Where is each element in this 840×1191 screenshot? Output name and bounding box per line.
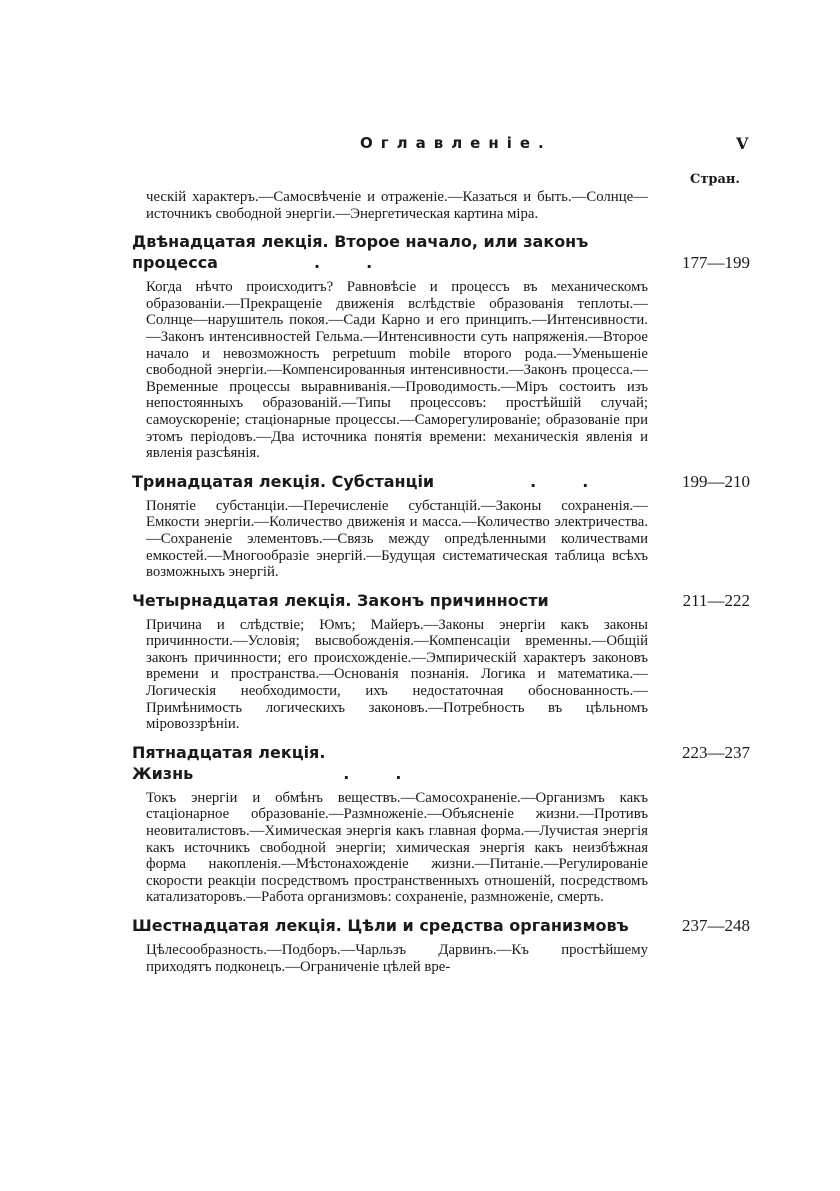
lecture-summary: Токъ энергіи и обмѣнъ веществъ.—Самосохраненіе.—Организмъ какъ стаціонарное образованіе.—Размноженіе.—Объясненіе жизни.—Противъ неовиталистовъ.—Химическая энергія какъ главная форма.—Лучистая энергія какъ источникъ свободной энергіи; химическая энергія какъ неизбѣжная форма накопленія.—Мѣстонахожденіе жизни.—Питаніе.—Регулированіе скорости реакціи посредствомъ пространственныхъ отношеній, посредствомъ катализаторовъ.—Работа организмовъ: сохраненіе, размноженіе, смерть. (146, 789, 648, 906)
page-range: 237—248 (682, 916, 750, 935)
toc-entry-lecture-15 (132, 742, 750, 906)
lecture-subtitle: Второе начало, или законъ процесса (132, 232, 589, 273)
lecture-summary: Причина и слѣдствіе; Юмъ; Майеръ.—Законы энергіи какъ законы причинности.—Условія; высвобожденія.—Компенсаціи временны.—Общій законъ причинности; его происхожденіе.—Эмпирическій характеръ законовъ времени и пространства.—Основанія познанія. Логика и математика.—Логическія необходимости, ихъ недостаточная обоснованность.—Примѣнимость логическихъ законовъ.—Потребность въ цѣльномъ міровоззрѣніи. (146, 616, 648, 733)
entry-heading (132, 742, 642, 784)
lecture-label: Четырнадцатая лекція. (132, 590, 352, 610)
entry-heading (132, 231, 642, 273)
page-number: V (736, 134, 749, 153)
lecture-label: Двѣнадцатая лекція. (132, 232, 329, 252)
continued-summary: ческій характеръ.—Самосвѣченіе и отраженіе.—Казаться и быть.—Солнце—источникъ свободной энергіи.—Энергетическая картина міра. (146, 189, 648, 222)
lecture-subtitle: Жизнь (132, 763, 194, 783)
table-of-contents (132, 189, 750, 975)
entry-heading (132, 915, 642, 936)
lecture-summary: Цѣлесообразность.—Подборъ.—Чарльзъ Дарвинъ.—Къ простѣйшему приходятъ подконецъ.—Ограниченіе цѣлей вре- (146, 942, 648, 975)
lecture-summary: Понятіе субстанціи.—Перечисленіе субстанцій.—Законы сохраненія.—Емкости энергіи.—Количество движенія и масса.—Количество электричества.—Сохраненіе элементовъ.—Связь между опредѣленными количествами емкостей.—Многообразіе энергій.—Будущая систематическая таблица всѣхъ возможныхъ энергій. (146, 497, 648, 581)
toc-entry-lecture-13 (132, 471, 750, 581)
toc-entry-lecture-14 (132, 590, 750, 733)
lecture-summary: Когда нѣчто происходитъ? Равновѣсіе и процессъ въ механическомъ образованіи.—Прекращеніе движенія вслѣдствіе образованія теплоты.—Солнце—нарушитель покоя.—Сади Карно и его принципъ.—Интенсивности.—Законъ интенсивностей Гельма.—Интенсивности суть напряженія.—Второе начало и невозможность perpetuum mobile второго рода.—Уменьшеніе свободной энергіи.—Компенсированныя интенсивности.—Законъ процесса.—Временные процессы выравниванія.—Проводимость.—Міръ состоитъ изъ непостоянныхъ образованій.—Типы процессовъ: простѣйшій случай; самоускореніе; стаціонарные процессы.—Саморегулированіе; образованіе при этомъ періодовъ.—Два источника понятія времени: механическія явленія и явленія разсѣянія. (146, 279, 648, 462)
lecture-label: Тринадцатая лекція. (132, 471, 327, 491)
page-title: Оглавленіе. (360, 134, 552, 152)
entry-heading (132, 590, 642, 611)
page-range: 199—210 (682, 471, 750, 491)
lecture-label: Шестнадцатая лекція. (132, 916, 342, 935)
lecture-subtitle: Законъ причинности (357, 590, 549, 610)
page-range: 177—199 (682, 253, 750, 273)
lecture-label: Пятнадцатая лекція. (132, 742, 326, 762)
lecture-subtitle: Субстанціи (331, 471, 435, 491)
running-head (0, 134, 840, 156)
toc-entry-lecture-16 (132, 915, 750, 975)
page-range: 223—237 (682, 742, 750, 762)
leader-dots: .. (343, 763, 448, 783)
page-range: 211—222 (682, 590, 750, 610)
lecture-subtitle: Цѣли и средства организмовъ (347, 916, 629, 935)
entry-heading (132, 471, 642, 492)
pages-column-label: Стран. (690, 172, 740, 187)
leader-dots: .. (530, 471, 635, 491)
leader-dots: .. (313, 253, 419, 273)
toc-entry-lecture-12 (132, 231, 750, 462)
